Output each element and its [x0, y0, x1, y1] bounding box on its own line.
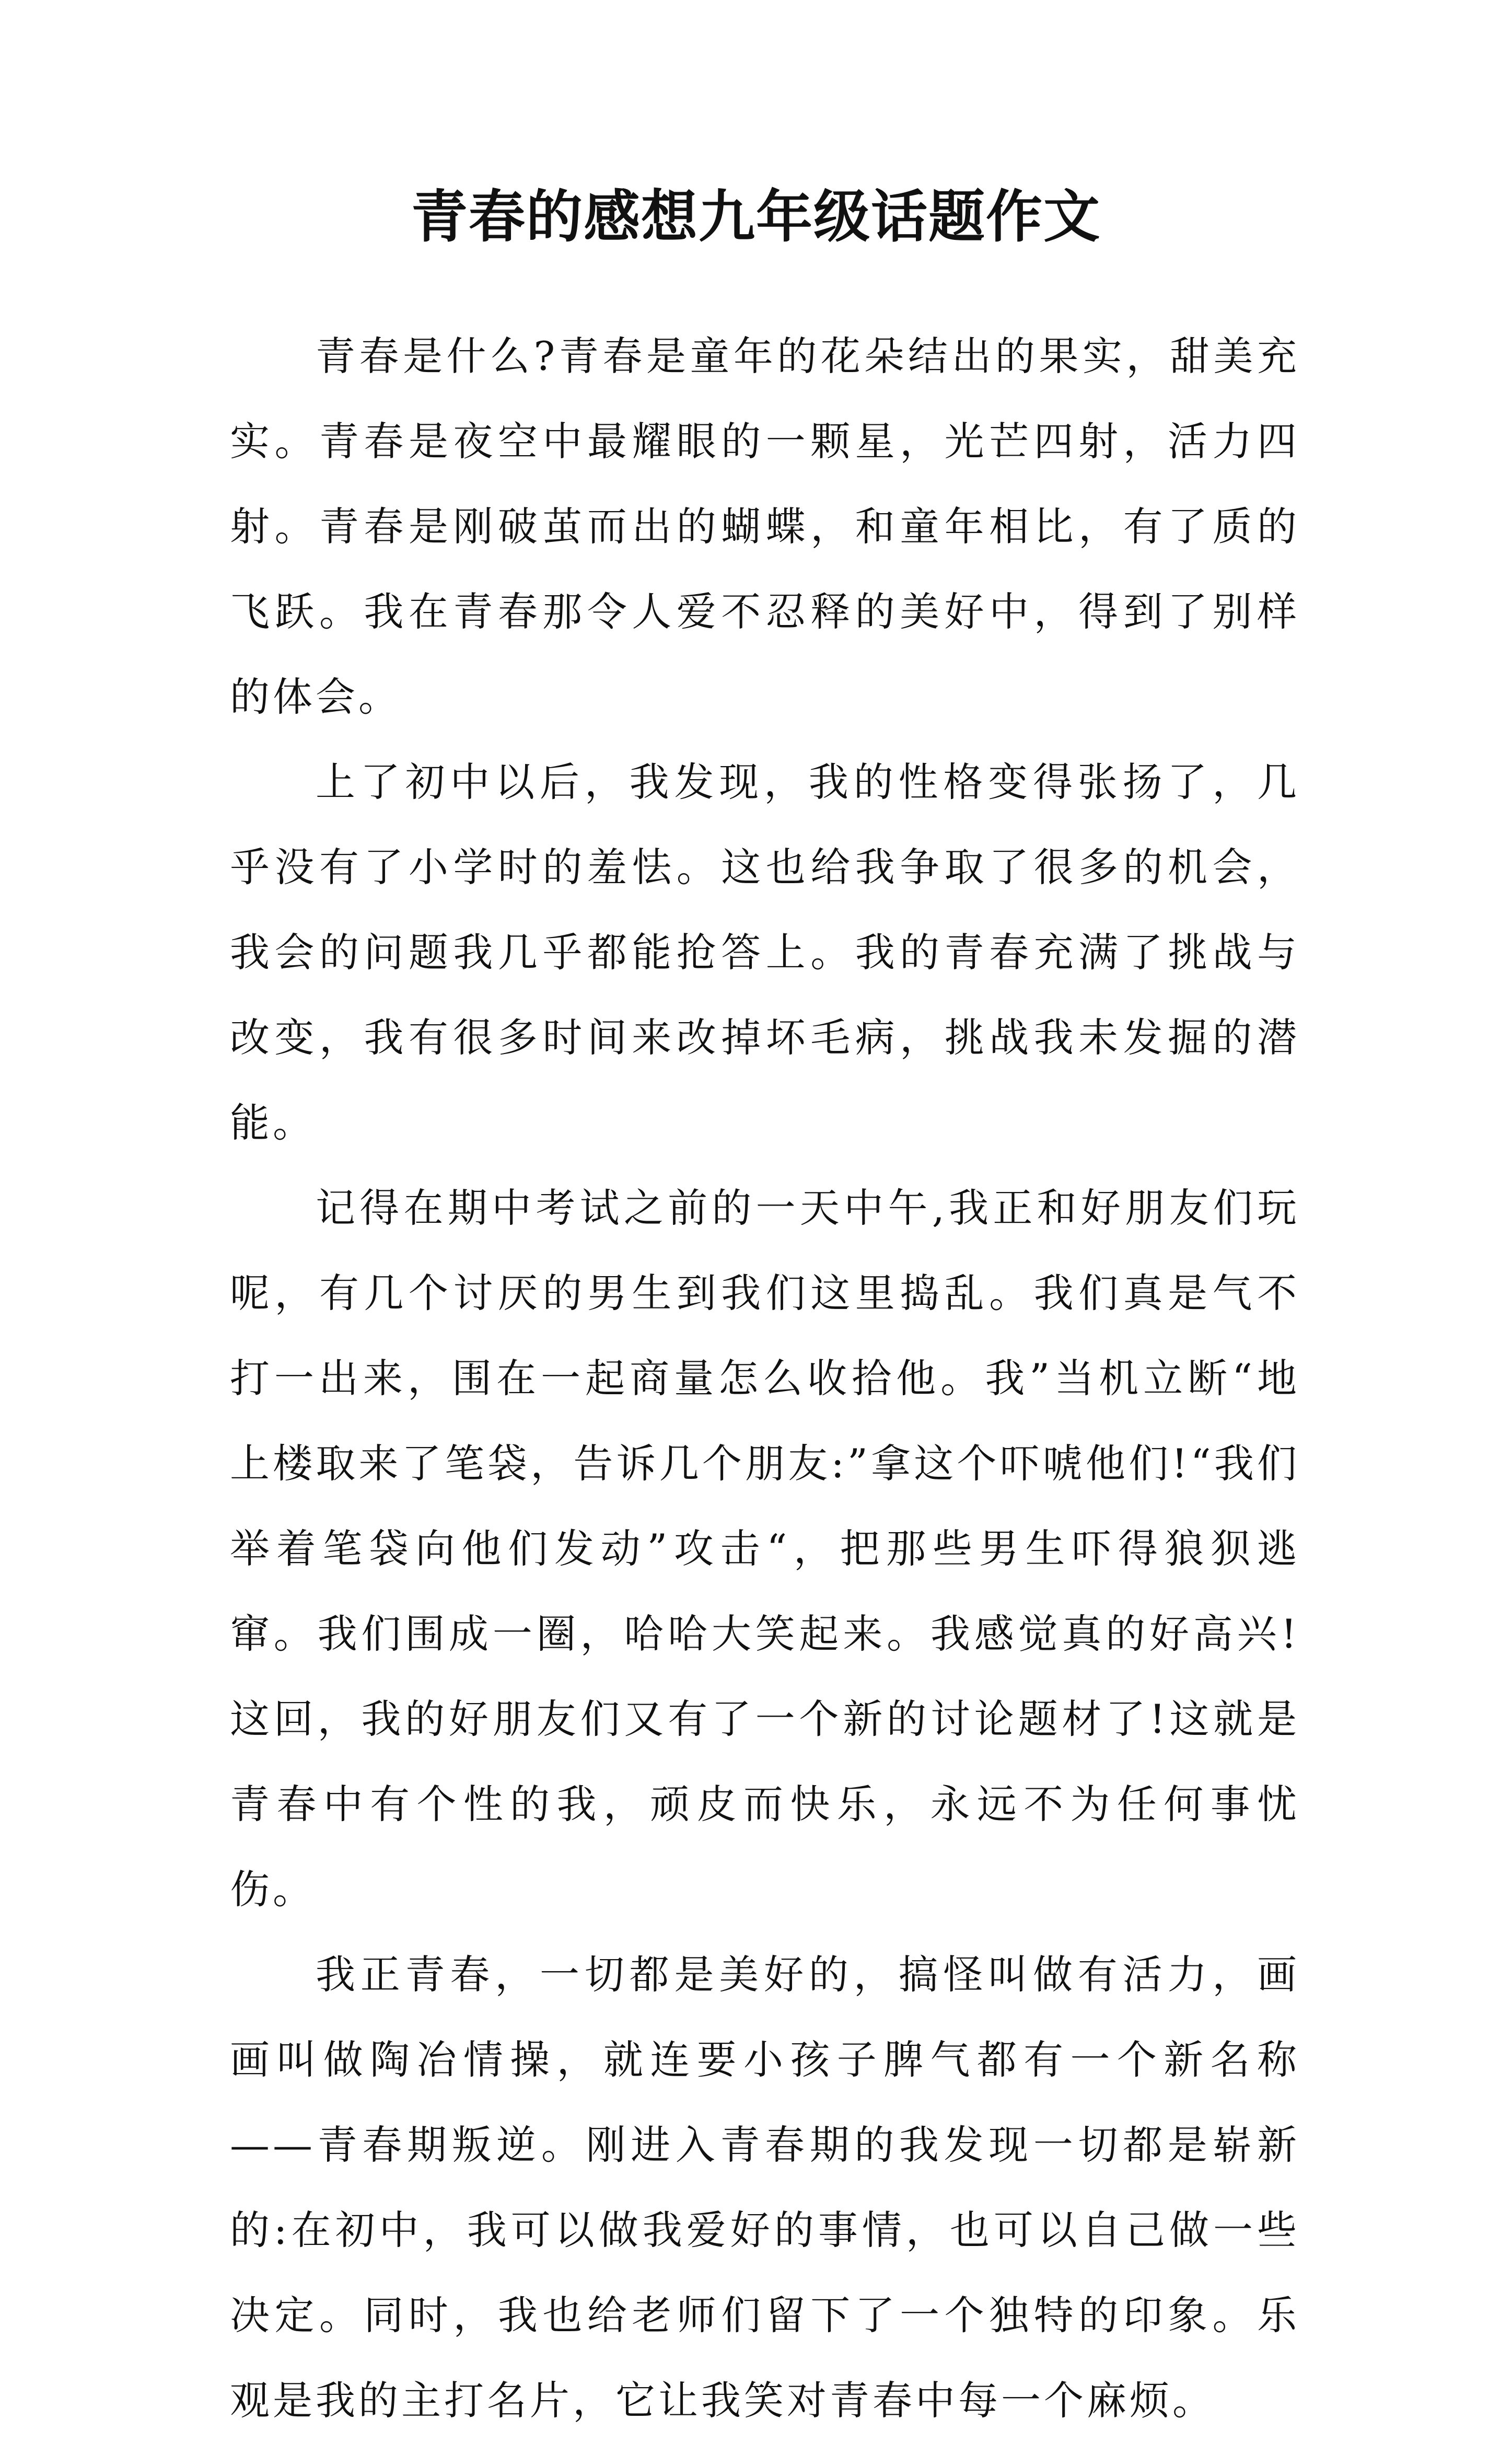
document-body: [230, 314, 1300, 2443]
paragraph-3: 记得在期中考试之前的一天中午,我正和好朋友们玩呢，有几个讨厌的男生到我们这里捣乱。我们真是气不打一出来，围在一起商量怎么收拾他。我”当机立断“地上楼取来了笔袋，告诉几个朋友:”拿这个吓唬他们!“我们举着笔袋向他们发动”攻击“，把那些男生吓得狼狈逃窜。我们围成一圈，哈哈大笑起来。我感觉真的好高兴!这回，我的好朋友们又有了一个新的讨论题材了!这就是青春中有个性的我，顽皮而快乐，永远不为任何事忧伤。: [230, 1185, 1300, 1913]
document-title: 青春的感想九年级话题作文: [411, 184, 1101, 250]
paragraph-4: 我正青春，一切都是美好的，搞怪叫做有活力，画画叫做陶冶情操，就连要小孩子脾气都有一个新名称——青春期叛逆。刚进入青春期的我发现一切都是崭新的:在初中，我可以做我爱好的事情，也可以自己做一些决定。同时，我也给老师们留下了一个独特的印象。乐观是我的主打名片，它让我笑对青春中每一个麻烦。: [230, 1951, 1300, 2424]
paragraph-1: 青春是什么?青春是童年的花朵结出的果实，甜美充实。青春是夜空中最耀眼的一颗星，光芒四射，活力四射。青春是刚破茧而出的蝴蝶，和童年相比，有了质的飞跃。我在青春那令人爱不忍释的美好中，得到了别样的体会。: [230, 333, 1300, 720]
paragraph-2: 上了初中以后，我发现，我的性格变得张扬了，几乎没有了小学时的羞怯。这也给我争取了很多的机会，我会的问题我几乎都能抢答上。我的青春充满了挑战与改变，我有很多时间来改掉坏毛病，挑战我未发掘的潜能。: [230, 759, 1300, 1146]
